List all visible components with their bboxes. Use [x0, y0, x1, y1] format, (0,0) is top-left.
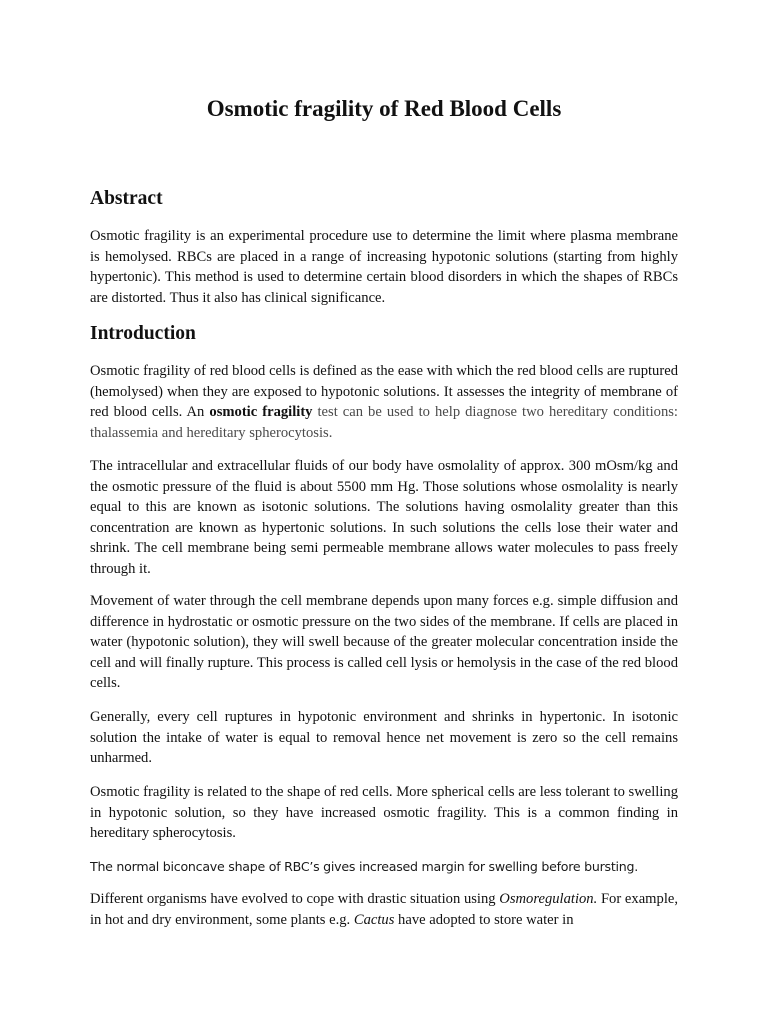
osmotic-fragility-bold-term: osmotic fragility: [209, 404, 313, 421]
introduction-heading: Introduction: [90, 323, 196, 344]
intro-paragraph-5: Osmotic fragility is related to the shape of red cells. More spherical cells are less tolerant to swelling in hypotonic solution, so they have increased osmotic fragility. This is a common finding in hereditary spherocytosis.: [90, 784, 678, 842]
intro-paragraph-1: [90, 361, 678, 443]
intro-paragraph-7: [90, 889, 678, 930]
intro-p7-part-3: have adopted to store water in: [394, 911, 574, 928]
osmoregulation-italic-term: Osmoregulation.: [499, 891, 598, 907]
abstract-heading: Abstract: [90, 188, 163, 209]
intro-p1-text-after: test can be used to help diagnose two hereditary conditions: thalassemia and hereditary spherocytosis.: [90, 404, 678, 441]
intro-paragraph-2: The intracellular and extracellular fluids of our body have osmolality of approx. 300 mOsm/kg and the osmotic pressure of the fluid is about 5500 mm Hg. Those solutions whose osmolality is nearly equal to this are known as isotonic solutions. The solutions having osmolality greater than this concentration are known as hypertonic solutions. In such solutions the cells lose their water and shrink. The cell membrane being semi permeable membrane allows water molecules to pass freely through it.: [90, 458, 678, 577]
cactus-italic-term: Cactus: [353, 911, 395, 928]
intro-p7-part-2: For example, in hot and dry environment, some plants e.g.: [90, 891, 678, 928]
intro-paragraph-3: Movement of water through the cell membrane depends upon many forces e.g. simple diffusion and difference in hydrostatic or osmotic pressure on the two sides of the membrane. If cells are placed in water (hypotonic solution), they will swell because of the greater molecular concentration inside the cell and will finally rupture. This process is called cell lysis or hemolysis in the case of the red blood cells.: [90, 593, 678, 692]
intro-paragraph-6: The normal biconcave shape of RBC’s gives increased margin for swelling before bursting.: [90, 859, 639, 874]
document-title: Osmotic fragility of Red Blood Cells: [206, 96, 562, 121]
intro-paragraph-4: Generally, every cell ruptures in hypotonic environment and shrinks in hypertonic. In isotonic solution the intake of water is equal to removal hence net movement is zero so the cell remains unharmed.: [90, 709, 678, 767]
intro-p1-text-before: Osmotic fragility of red blood cells is defined as the ease with which the red blood cells are ruptured (hemolysed) when they are exposed to hypotonic solutions. It assesses the integrity of membrane of red blood cells. An: [90, 363, 678, 421]
intro-p7-part-1: Different organisms have evolved to cope with drastic situation using: [90, 891, 500, 907]
abstract-paragraph: Osmotic fragility is an experimental procedure use to determine the limit where plasma membrane is hemolysed. RBCs are placed in a range of increasing hypotonic solutions (starting from highly hypertonic). This method is used to determine certain blood disorders in which the shapes of RBCs are distorted. Thus it also has clinical significance.: [90, 228, 678, 306]
